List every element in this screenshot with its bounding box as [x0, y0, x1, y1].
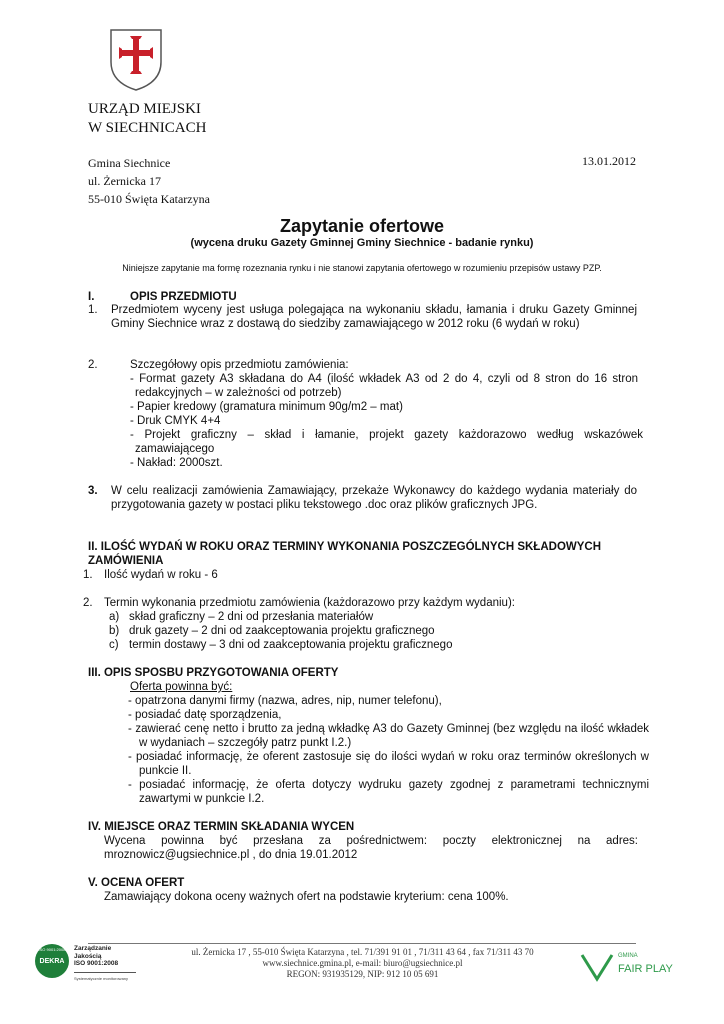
section3-lead: Oferta powinna być: — [130, 681, 233, 693]
section4-text: Wycena powinna być przesłana za pośrednictwem: poczty elektronicznej na adres: mroznowicz@ugsiechnice.pl , do dnia 19.01.2012 — [104, 835, 638, 861]
dekra-certificate-logo: ISO 9001:2008 DEKRA Zarządzanie Jakością ISO 9001:2008 Systematycznie monitorowany — [32, 943, 144, 989]
section2-item1-number: 1. — [83, 569, 93, 581]
section1-number: I. — [88, 291, 95, 303]
section2-item2-number: 2. — [83, 597, 93, 609]
section3-list-item: - opatrzona danymi firmy (nazwa, adres, nip, numer telefonu), — [128, 695, 442, 707]
section1-heading: OPIS PRZEDMIOTU — [130, 291, 237, 303]
coat-of-arms-logo — [109, 28, 163, 92]
section2-subitem-letter: b) — [109, 625, 120, 637]
section5-heading: V. OCENA OFERT — [88, 877, 185, 889]
page-title: Zapytanie ofertowe — [279, 216, 445, 236]
section1-spec-item: - Projekt graficzny – skład i łamanie, projekt gazety każdorazowo według wskazówek zamawiającego — [130, 429, 643, 455]
section2-subitem-letter: a) — [109, 611, 120, 623]
section4-heading: IV. MIEJSCE ORAZ TERMIN SKŁADANIA WYCEN — [88, 821, 355, 833]
office-name: URZĄD MIEJSKI W SIECHNICACH — [88, 101, 207, 136]
section2-subitem-text: skład graficzny – 2 dni od przesłania materiałów — [129, 611, 374, 623]
document-date: 13.01.2012 — [582, 154, 636, 168]
section2-heading: II. ILOŚĆ WYDAŃ W ROKU ORAZ TERMINY WYKONANIA POSZCZEGÓLNYCH SKŁADOWYCH ZAMÓWIENIA — [88, 541, 602, 567]
section2-subitem-letter: c) — [109, 639, 119, 651]
section1-spec-item: - Druk CMYK 4+4 — [130, 415, 221, 427]
section1-item1-text: Przedmiotem wyceny jest usługa polegająca na wykonaniu składu, łamania i druku Gazety Gminnej Gminy Siechnice wraz z dostawą do siedziby zamawiającego w 2012 roku (6 wydań w roku) — [111, 304, 637, 330]
section2-subitem-text: druk gazety – 2 dni od zaakceptowania projektu graficznego — [129, 625, 435, 637]
section3-list-item: - zawierać cenę netto i brutto za jedną wkładkę A3 do Gazety Gminnej (bez względu na ilość wkładek w wydaniach – szczegóły patrz punkt I.2.) — [128, 723, 649, 749]
section1-item2-number: 2. — [88, 359, 98, 371]
dekra-seal-icon: ISO 9001:2008 DEKRA — [35, 944, 69, 978]
section1-spec-item: - Nakład: 2000szt. — [130, 457, 223, 469]
checkmark-icon — [580, 953, 614, 983]
section1-spec-item: - Papier kredowy (gramatura minimum 90g/m2 – mat) — [130, 401, 403, 413]
section1-item3-number: 3. — [88, 485, 98, 497]
section1-spec-item: - Format gazety A3 składana do A4 (ilość wkładek A3 od 2 do 4, czyli od 8 stron do 16 stron redakcyjnych – w zależności od potrzeb) — [130, 373, 638, 399]
intro-note: Niniejsze zapytanie ma formę rozeznania rynku i nie stanowi zapytania ofertowego w rozumieniu przepisów ustawy PZP. — [122, 263, 602, 273]
section3-heading: III. OPIS SPOSBU PRZYGOTOWANIA OFERTY — [88, 667, 339, 679]
fair-play-logo: GMINA FAIR PLAY — [580, 953, 680, 985]
section3-list-item: - posiadać datę sporządzenia, — [128, 709, 282, 721]
section2-subitem-text: termin dostawy – 3 dni od zaakceptowania projektu graficznego — [129, 639, 453, 651]
footer-divider — [88, 943, 636, 944]
section3-list-item: - posiadać informację, że oferta dotyczy wydruku gazety zgodnej z parametrami technicznymi zawartymi w punkcie I.2. — [128, 779, 649, 805]
section2-item2-text: Termin wykonania przedmiotu zamówienia (każdorazowo przy każdym wydaniu): — [104, 597, 515, 609]
section1-item1-number: 1. — [88, 304, 98, 316]
section3-list-item: - posiadać informację, że oferent zastosuje się do ilości wydań w roku oraz terminów określonych w punkcie II. — [128, 751, 649, 777]
section5-text: Zamawiający dokona oceny ważnych ofert na podstawie kryterium: cena 100%. — [104, 891, 509, 903]
section2-item1-text: Ilość wydań w roku - 6 — [104, 569, 218, 581]
footer-contact: ul. Żernicka 17 , 55-010 Święta Katarzyna , tel. 71/391 91 01 , 71/311 43 64 , fax 71/311 43 70 www.siechnice.gmina.pl, e-mail: biuro@ugsiechnice.pl REGON: 931935129, NIP: 912 10 05 691 — [191, 947, 534, 979]
section1-item2-text: Szczegółowy opis przedmiotu zamówienia: — [130, 359, 349, 371]
page-subtitle: (wycena druku Gazety Gminnej Gminy Siechnice - badanie rynku) — [190, 237, 534, 249]
sender-address: Gmina Siechnice ul. Żernicka 17 55-010 Święta Katarzyna — [88, 156, 210, 206]
section1-item3-text: W celu realizacji zamówienia Zamawiający, przekaże Wykonawcy do każdego wydania materiały do przygotowania gazety w postaci pliku tekstowego .doc oraz plików graficznych JPG. — [111, 485, 637, 511]
